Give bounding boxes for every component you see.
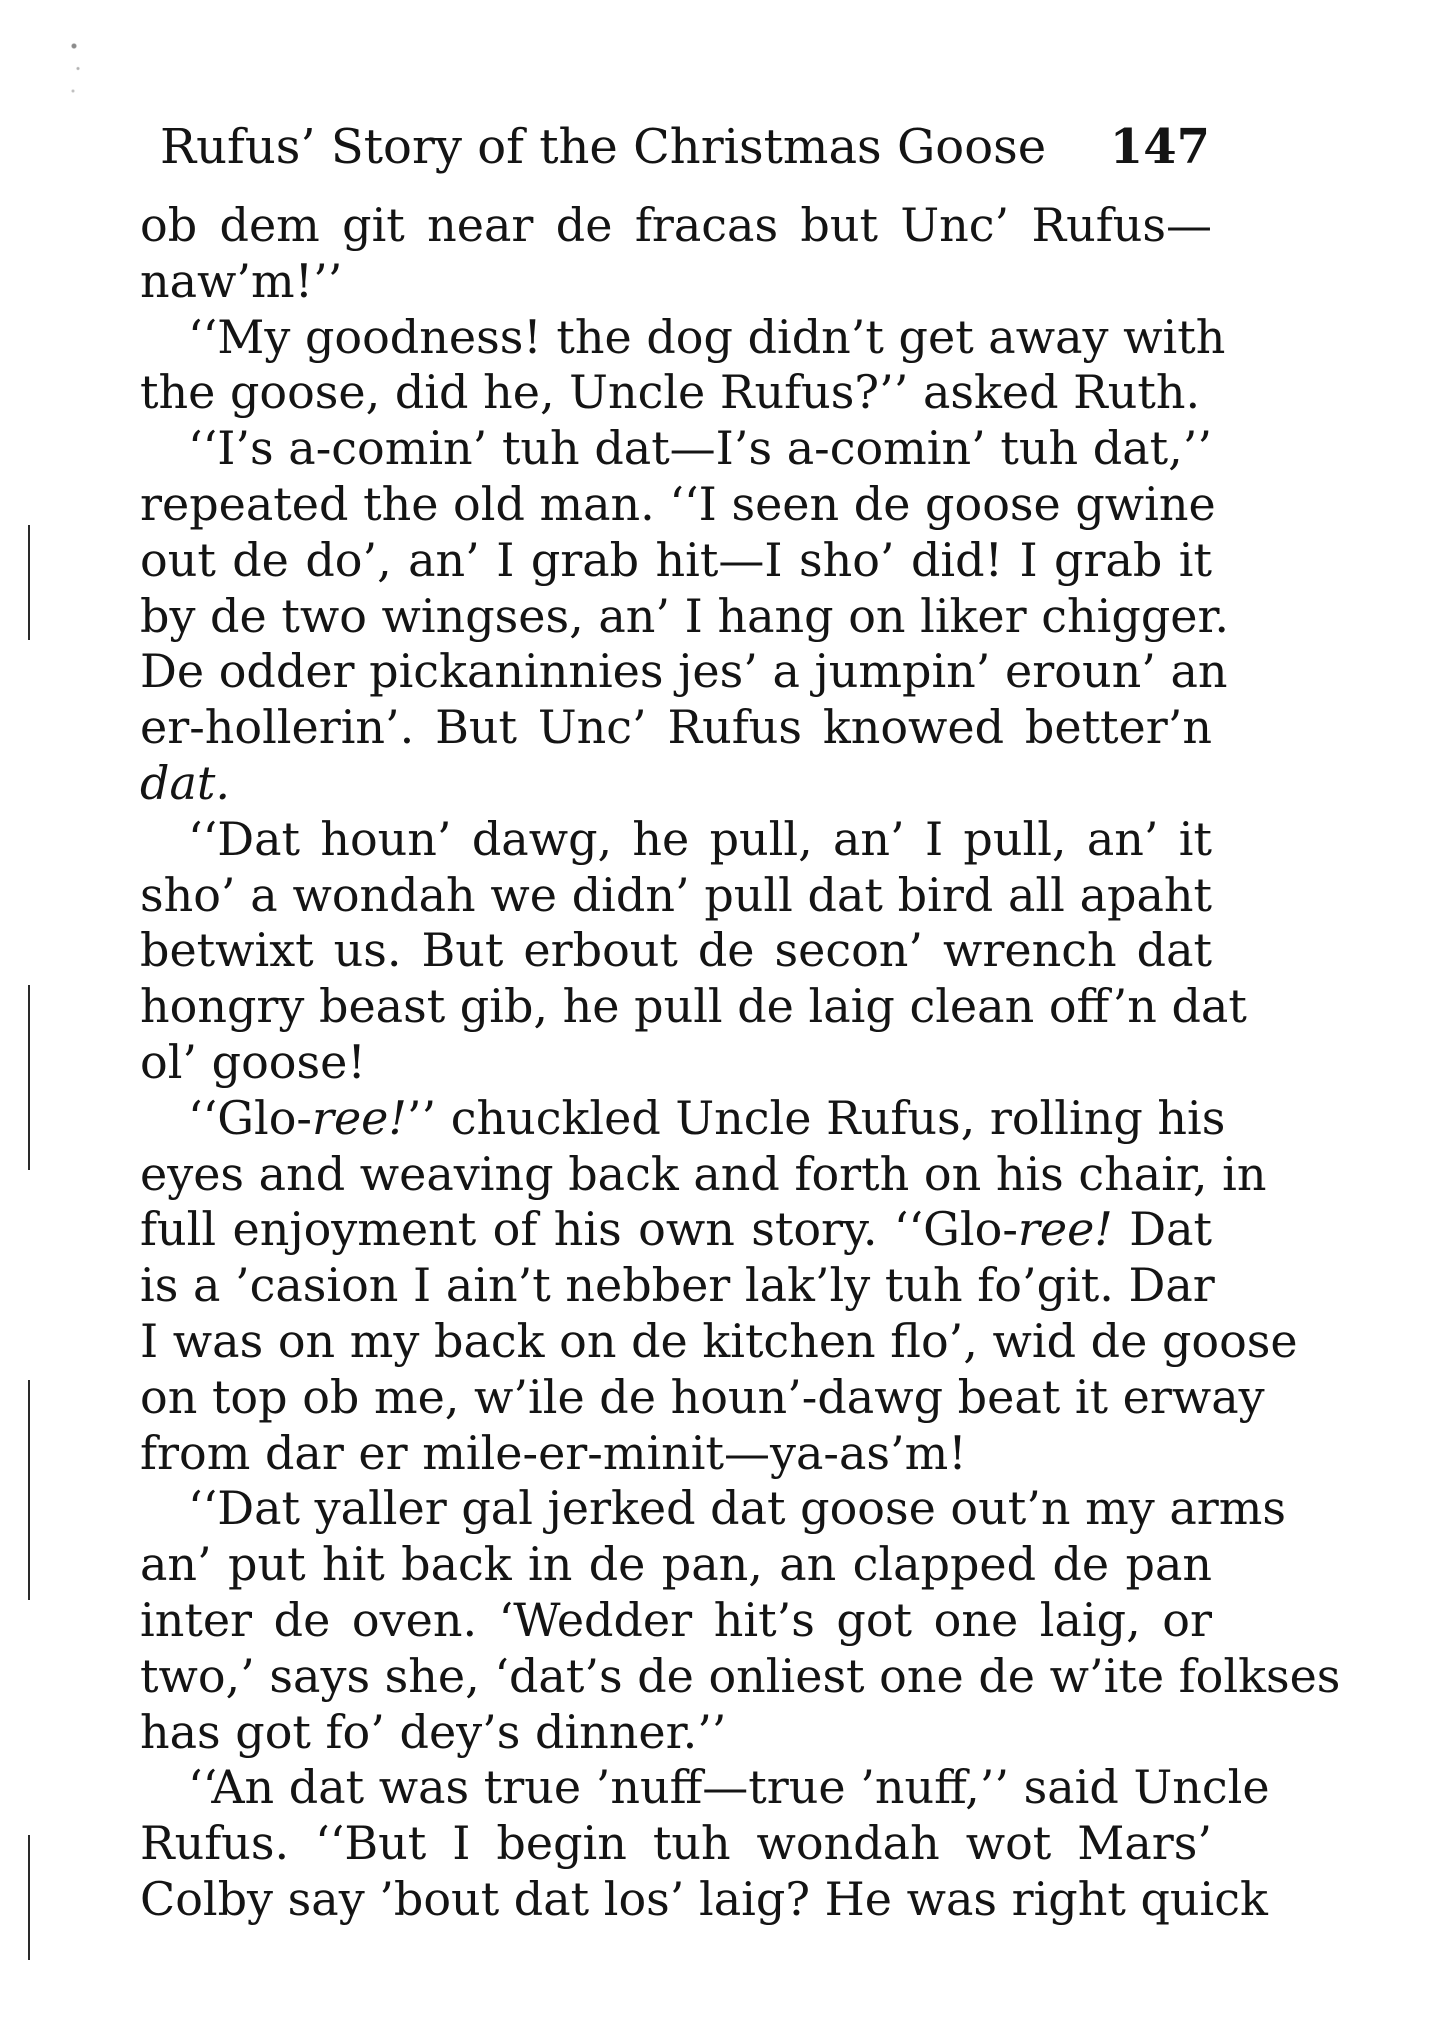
text-line: ob dem git near de fracas but Unc’ Rufus— (140, 198, 1212, 252)
text-line: inter de oven. ‘Wedder hit’s got one laig, or (140, 1592, 1212, 1647)
text-line: is a ’casion I ain’t nebber lak’ly tuh fo’git. Dar (140, 1258, 1215, 1313)
text-line: er-hollerin’. But Unc’ Rufus knowed better’n (140, 700, 1212, 755)
text-line: I was on my back on de kitchen flo’, wid de goose (140, 1313, 1298, 1368)
text-line: an’ put hit back in de pan, an clapped de pan (140, 1537, 1212, 1592)
text-line: by de two wingses, an’ I hang on liker chigger. (140, 588, 1230, 643)
text-line: the goose, did he, Uncle Rufus?’’ asked Ruth. (140, 365, 1201, 420)
text-line: De odder pickaninnies jes’ a jumpin’ eroun’ an (140, 644, 1228, 699)
text-line: Rufus. ‘‘But I begin tuh wondah wot Mars’ (140, 1816, 1212, 1871)
text-line: on top ob me, w’ile de houn’-dawg beat it erway (140, 1369, 1265, 1424)
running-header (160, 112, 1210, 182)
text-line: Colby say ’bout dat los’ laig? He was right quick (140, 1871, 1268, 1926)
italic-emphasis: ree! (1017, 1202, 1113, 1257)
text-line: ‘‘I’s a-comin’ tuh dat—I’s a-comin’ tuh dat,’’ (188, 421, 1212, 476)
italic-emphasis: ree! (311, 1090, 407, 1145)
text-line: ‘‘Dat yaller gal jerked dat goose out’n my arms (188, 1481, 1286, 1536)
text-line: full enjoyment of his own story. ‘‘Glo-ree! Dat (140, 1202, 1212, 1257)
text-line: ol’ goose! (140, 1034, 366, 1089)
body-text (140, 198, 1341, 1928)
scan-edge-line (28, 985, 30, 1170)
scan-edge-line (28, 525, 30, 640)
text-line: ‘‘Glo-ree!’’ chuckled Uncle Rufus, rolling his (188, 1090, 1226, 1145)
text-line: has got fo’ dey’s dinner.’’ (140, 1704, 727, 1759)
running-title: Rufus’ Story of the Christmas Goose (160, 119, 1047, 175)
text-line: sho’ a wondah we didn’ pull dat bird all apaht (140, 867, 1212, 922)
text-line: ‘‘Dat houn’ dawg, he pull, an’ I pull, an’ it (188, 811, 1212, 866)
text-line: ‘‘My goodness! the dog didn’t get away with (188, 309, 1226, 364)
text-line: dat. (140, 755, 230, 810)
text-line: repeated the old man. ‘‘I seen de goose gwine (140, 476, 1216, 531)
text-line: naw’m!’’ (140, 253, 343, 308)
text-line: out de do’, an’ I grab hit—I sho’ did! I grab it (140, 532, 1212, 587)
text-line: eyes and weaving back and forth on his chair, in (140, 1146, 1267, 1201)
scan-edge-line (28, 1835, 30, 1960)
text-line: ‘‘An dat was true ’nuff—true ’nuff,’’ said Uncle (188, 1760, 1270, 1815)
ink-speck (66, 28, 86, 118)
text-line: betwixt us. But erbout de secon’ wrench dat (140, 923, 1212, 978)
scan-edge-line (28, 1380, 30, 1600)
page-number: 147 (1109, 119, 1210, 175)
text-line: two,’ says she, ‘dat’s de onliest one de w’ite folkses (140, 1648, 1341, 1703)
text-line: hongry beast gib, he pull de laig clean off’n dat (140, 979, 1247, 1034)
text-line: from dar er mile-er-minit—ya-as’m! (140, 1425, 967, 1480)
